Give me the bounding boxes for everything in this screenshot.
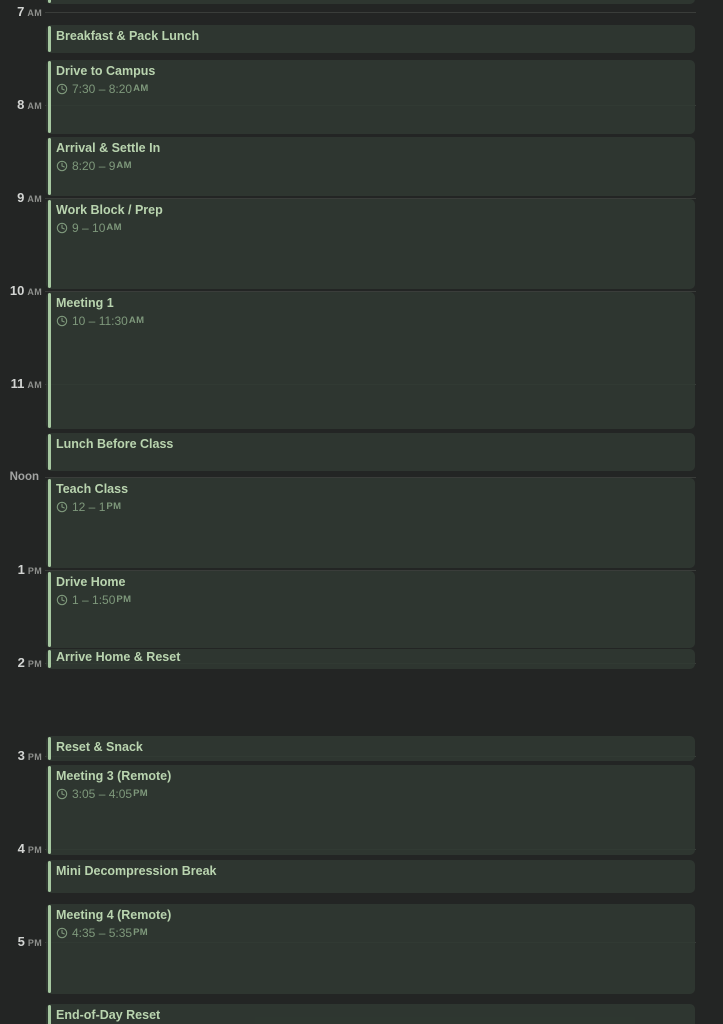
hour-meridiem-suffix: PM: [27, 845, 42, 855]
hour-label: [0, 190, 42, 207]
event-block[interactable]: [46, 433, 695, 471]
event-time: [56, 221, 687, 235]
event-title: Teach Class: [56, 482, 129, 496]
hour-label: [0, 283, 42, 300]
hour-number: 1: [17, 562, 25, 577]
hour-meridiem-suffix: AM: [27, 287, 42, 297]
clock-icon: [56, 222, 68, 234]
event-time-range: 4:35 – 5:35: [72, 926, 133, 941]
event-title: Arrival & Settle In: [56, 140, 161, 155]
event-title: End-of-Day Reset: [56, 1008, 161, 1023]
event-time-meridiem: AM: [116, 159, 132, 171]
hour-number: 11: [10, 376, 25, 391]
hour-label: [0, 562, 42, 579]
event-block[interactable]: [46, 0, 695, 4]
hour-meridiem-suffix: AM: [27, 194, 42, 204]
hour-number: 5: [17, 934, 25, 949]
hour-meridiem-suffix: AM: [27, 101, 42, 111]
event-block[interactable]: [46, 736, 695, 762]
event-time-range: 12 – 1: [72, 500, 106, 514]
event-title: Drive to Campus: [56, 63, 156, 78]
hour-number: 4: [17, 841, 25, 856]
hour-number: Noon: [9, 471, 39, 483]
event-time-meridiem: PM: [106, 501, 122, 512]
event-block[interactable]: [46, 292, 695, 429]
hour-label: [0, 97, 42, 114]
hour-number: 8: [17, 97, 25, 112]
event-title: Lunch Before Class: [56, 437, 174, 452]
hour-number: 9: [17, 190, 25, 205]
event-time: [56, 82, 687, 96]
hour-meridiem-suffix: AM: [27, 380, 42, 390]
hour-label: [0, 841, 42, 858]
clock-icon: [56, 160, 68, 172]
event-time-meridiem: AM: [128, 315, 145, 326]
event-time: [56, 787, 687, 801]
hour-gridline: [45, 12, 696, 13]
event-title: Meeting 4 (Remote): [56, 908, 172, 923]
event-block[interactable]: [46, 649, 695, 669]
clock-icon: [56, 927, 68, 939]
hour-number: 2: [17, 655, 25, 670]
event-time-range: 1 – 1:50: [72, 593, 116, 607]
hour-label: [0, 376, 42, 393]
event-block[interactable]: [46, 1004, 695, 1024]
event-block[interactable]: [46, 571, 695, 648]
event-block[interactable]: [46, 904, 695, 994]
event-time-meridiem: PM: [133, 787, 149, 799]
event-block[interactable]: [46, 765, 695, 855]
event-block[interactable]: [46, 199, 695, 289]
event-title: Breakfast & Pack Lunch: [56, 29, 200, 44]
hour-meridiem-suffix: PM: [27, 566, 42, 576]
event-time: [56, 926, 687, 940]
clock-icon: [56, 501, 68, 513]
event-title: Mini Decompression Break: [56, 864, 217, 879]
event-time-range: 3:05 – 4:05: [72, 786, 133, 801]
event-title: Meeting 1: [56, 296, 114, 310]
event-time-range: 10 – 11:30: [72, 314, 128, 328]
event-time-meridiem: PM: [116, 594, 132, 605]
clock-icon: [56, 83, 68, 95]
hour-meridiem-suffix: PM: [27, 938, 42, 948]
hour-number: 3: [17, 748, 25, 763]
hour-label: [0, 748, 42, 765]
hour-meridiem-suffix: PM: [27, 659, 42, 669]
hour-label: [0, 4, 42, 21]
event-time-range: 8:20 – 9: [72, 158, 116, 173]
event-time-range: 9 – 10: [72, 221, 106, 235]
event-block[interactable]: [46, 478, 695, 568]
event-time-meridiem: PM: [133, 927, 149, 939]
event-title: Drive Home: [56, 575, 126, 589]
event-block[interactable]: [46, 25, 695, 53]
event-time-meridiem: AM: [133, 82, 149, 94]
hour-label: [0, 469, 42, 485]
clock-icon: [56, 315, 68, 327]
event-title: Meeting 3 (Remote): [56, 768, 172, 783]
hour-number: 10: [9, 283, 25, 298]
hour-label: [0, 934, 42, 951]
event-block[interactable]: [46, 860, 695, 892]
clock-icon: [56, 788, 68, 800]
hour-number: 7: [17, 4, 25, 19]
event-title: Reset & Snack: [56, 739, 143, 754]
hour-meridiem-suffix: AM: [27, 8, 42, 18]
event-title: Work Block / Prep: [56, 203, 163, 217]
hour-label: [0, 655, 42, 672]
event-time: [56, 159, 687, 173]
event-time: [56, 593, 687, 607]
event-time-range: 7:30 – 8:20: [72, 81, 133, 96]
event-block[interactable]: [46, 60, 695, 134]
clock-icon: [56, 594, 68, 606]
event-title: Arrive Home & Reset: [56, 650, 181, 665]
event-time: [56, 500, 687, 514]
event-time-meridiem: AM: [106, 222, 122, 233]
event-time: [56, 314, 687, 328]
hour-meridiem-suffix: PM: [27, 752, 42, 762]
event-block[interactable]: [46, 137, 695, 196]
